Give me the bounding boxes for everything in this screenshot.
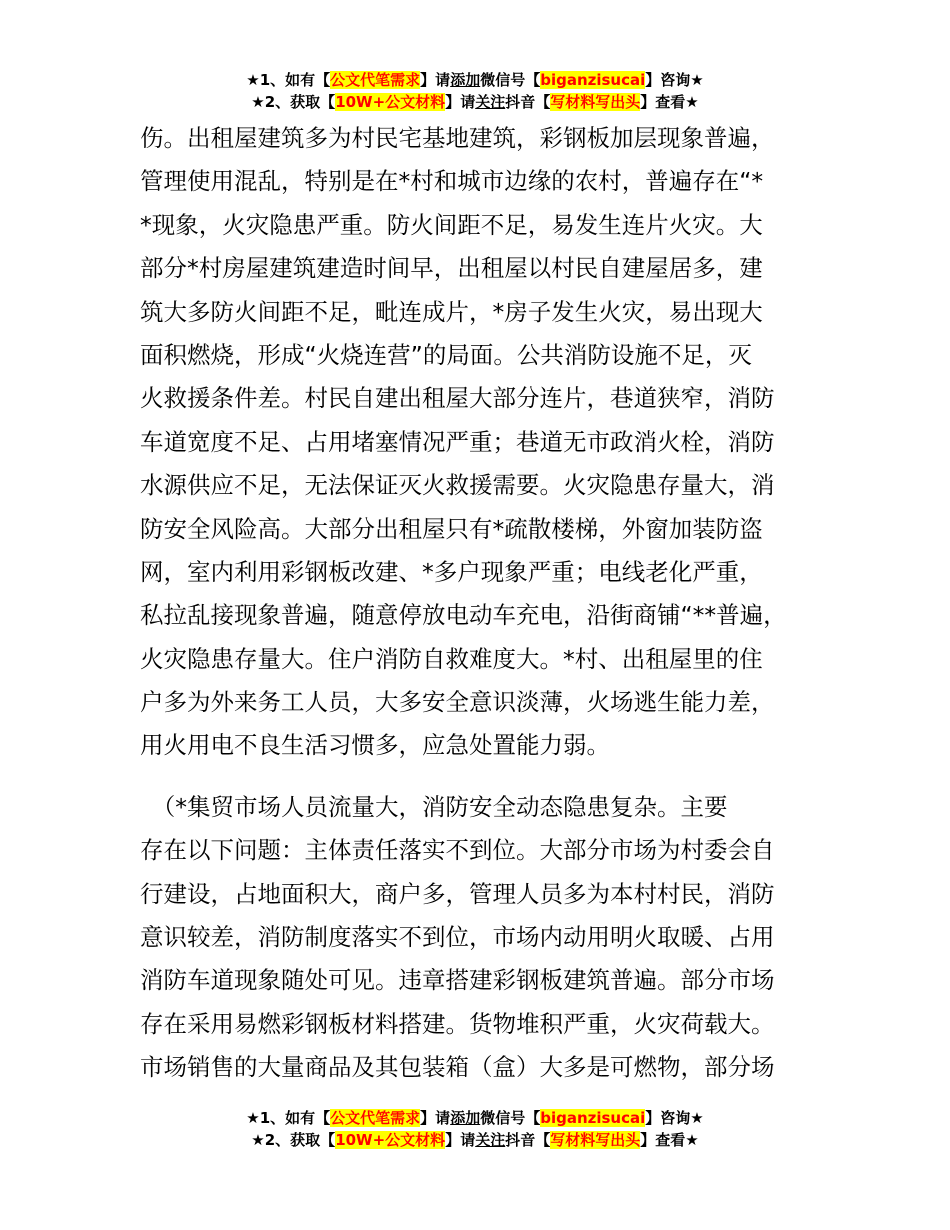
paragraph-2 — [140, 786, 840, 1090]
text-line: 车道宽度不足、占用堵塞情况严重；巷道无市政消火栓，消防 — [140, 427, 775, 456]
text-line: 火救援条件差。村民自建出租屋大部分连片，巷道狭窄，消防 — [140, 384, 775, 413]
paragraph-1 — [140, 117, 840, 768]
paragraph-spacing — [140, 768, 840, 786]
text-line: 市场销售的大量商品及其包装箱（盒）大多是可燃物，部分场 — [140, 1053, 775, 1082]
banner-line-2 — [0, 1129, 950, 1151]
text-line: 面积燃烧，形成“火烧连营”的局面。公共消防设施不足，灭 — [140, 340, 752, 369]
banner-text: ★2、获取【 — [251, 93, 336, 111]
text-line: 部分*村房屋建筑建造时间早，出租屋以村民自建屋居多，建 — [140, 254, 763, 283]
banner-highlight: 公文代笔需求 — [330, 1109, 421, 1127]
text-line: 意识较差，消防制度落实不到位，市场内动用明火取暖、占用 — [140, 923, 775, 952]
text-line: 行建设，占地面积大，商户多，管理人员多为本村村民，消防 — [140, 879, 775, 908]
banner-text: 微信号【 — [480, 1109, 541, 1127]
text-line: 存在采用易燃彩钢板材料搭建。货物堆积严重，火灾荷载大。 — [140, 1009, 775, 1038]
banner-text: ★1、如有【 — [246, 1109, 331, 1127]
text-line: （*集贸市场人员流量大，消防安全动态隐患复杂。主要 — [140, 792, 728, 821]
banner-underlined-text: 关注 — [475, 1131, 506, 1149]
banner-underlined-text: 添加 — [450, 71, 481, 89]
banner-highlight: 公文代笔需求 — [330, 71, 421, 89]
text-line: 网，室内利用彩钢板改建、*多户现象严重；电线老化严重， — [140, 557, 763, 586]
banner-highlight: 写材料写出头 — [550, 93, 641, 111]
banner-text: 】查看★ — [640, 1131, 699, 1149]
text-line: 管理使用混乱，特别是在*村和城市边缘的农村，普遍存在“* — [140, 167, 764, 196]
document-body — [140, 117, 840, 1090]
footer-banner — [0, 1107, 950, 1151]
text-line: 存在以下问题：主体责任落实不到位。大部分市场为村委会自 — [140, 836, 775, 865]
banner-highlight: biganzisucai — [540, 1109, 646, 1127]
banner-line-2 — [0, 91, 950, 113]
text-line: 私拉乱接现象普遍，随意停放电动车充电，沿街商铺“**普遍， — [140, 601, 787, 630]
text-line: 用火用电不良生活习惯多，应急处置能力弱。 — [140, 731, 610, 760]
banner-text: 抖音【 — [505, 93, 551, 111]
banner-text: ★2、获取【 — [251, 1131, 336, 1149]
text-line: 伤。出租屋建筑多为村民宅基地建筑，彩钢板加层现象普遍， — [140, 124, 775, 152]
text-line: *现象，火灾隐患严重。防火间距不足，易发生连片火灾。大 — [140, 210, 763, 239]
banner-text: ★1、如有【 — [246, 71, 331, 89]
text-line: 防安全风险高。大部分出租屋只有*疏散楼梯，外窗加装防盗 — [140, 514, 763, 543]
banner-text: 抖音【 — [505, 1131, 551, 1149]
banner-line-1 — [0, 69, 950, 91]
banner-highlight: biganzisucai — [540, 71, 646, 89]
banner-highlight: 写材料写出头 — [550, 1131, 641, 1149]
text-line: 户多为外来务工人员，大多安全意识淡薄，火场逃生能力差， — [140, 688, 775, 717]
banner-text: 】请 — [445, 93, 476, 111]
banner-underlined-text: 关注 — [475, 93, 506, 111]
banner-text: 】请 — [420, 71, 451, 89]
banner-underlined-text: 添加 — [450, 1109, 481, 1127]
text-line: 筑大多防火间距不足，毗连成片，*房子发生火灾，易出现大 — [140, 297, 763, 326]
banner-text: 】查看★ — [640, 93, 699, 111]
header-banner — [0, 69, 950, 113]
banner-text: 微信号【 — [480, 71, 541, 89]
banner-line-1 — [0, 1107, 950, 1129]
banner-text: 】请 — [420, 1109, 451, 1127]
banner-text: 】咨询★ — [645, 1109, 704, 1127]
banner-highlight: 10W+公文材料 — [335, 1131, 446, 1149]
banner-highlight: 10W+公文材料 — [335, 93, 446, 111]
banner-text: 】请 — [445, 1131, 476, 1149]
text-line: 消防车道现象随处可见。违章搭建彩钢板建筑普遍。部分市场 — [140, 966, 775, 995]
banner-text: 】咨询★ — [645, 71, 704, 89]
text-line: 水源供应不足，无法保证灭火救援需要。火灾隐患存量大，消 — [140, 471, 775, 500]
text-line: 火灾隐患存量大。住户消防自救难度大。*村、出租屋里的住 — [140, 644, 763, 673]
